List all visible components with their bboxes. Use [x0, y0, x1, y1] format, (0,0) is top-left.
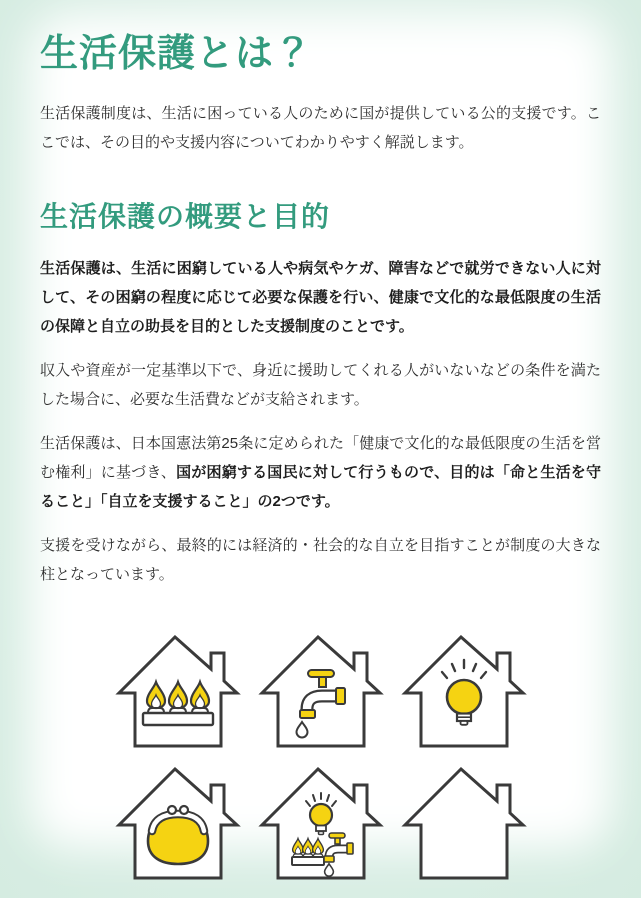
house-card	[258, 765, 384, 883]
page-title: 生活保護とは？	[40, 33, 314, 75]
house-card	[115, 633, 241, 751]
conditions-paragraph: 収入や資産が一定基準以下で、身近に援助してくれる人がいないなどの条件を満たした場合に、必要な生活費などが支給されます。	[40, 361, 601, 408]
water-faucet-icon	[258, 633, 384, 751]
section-heading: 生活保護の概要と目的	[40, 201, 331, 233]
independence-paragraph: 支援を受けながら、最終的には経済的・社会的な自立を目指すことが制度の大きな柱となっています。	[40, 536, 601, 583]
gas-stove-icon	[115, 633, 241, 751]
legal-basis-bold-text: 国が困窮する国民に対して行うもので、目的は「命と生活を守ること」「自立を支援すること」の2つです。	[40, 463, 601, 510]
house-card	[115, 765, 241, 883]
intro-paragraph: 生活保護制度は、生活に困っている人のために国が提供している公的支援です。ここでは、その目的や支援内容についてわかりやすく解説します。	[40, 105, 601, 152]
legal-basis-regular-text: 生活保護は、日本国憲法第25条に定められた「健康で文化的な最低限度の生活を営む権利」に基づき、	[40, 434, 601, 481]
definition-paragraph: 生活保護は、生活に困窮している人や病気やケガ、障害などで就労できない人に対して、その困窮の程度に応じて必要な保護を行い、健康で文化的な最低限度の生活の保障と自立の助長を目的とした支援制度のことです。	[40, 259, 601, 335]
house-card	[401, 633, 527, 751]
coin-purse-icon	[115, 765, 241, 883]
house-card	[401, 765, 527, 883]
legal-basis-paragraph	[40, 429, 601, 516]
light-bulb-icon	[401, 633, 527, 751]
utilities-combined-icon	[258, 765, 384, 883]
houses-illustration	[40, 633, 601, 883]
house-card	[258, 633, 384, 751]
empty-house-icon	[401, 765, 527, 883]
